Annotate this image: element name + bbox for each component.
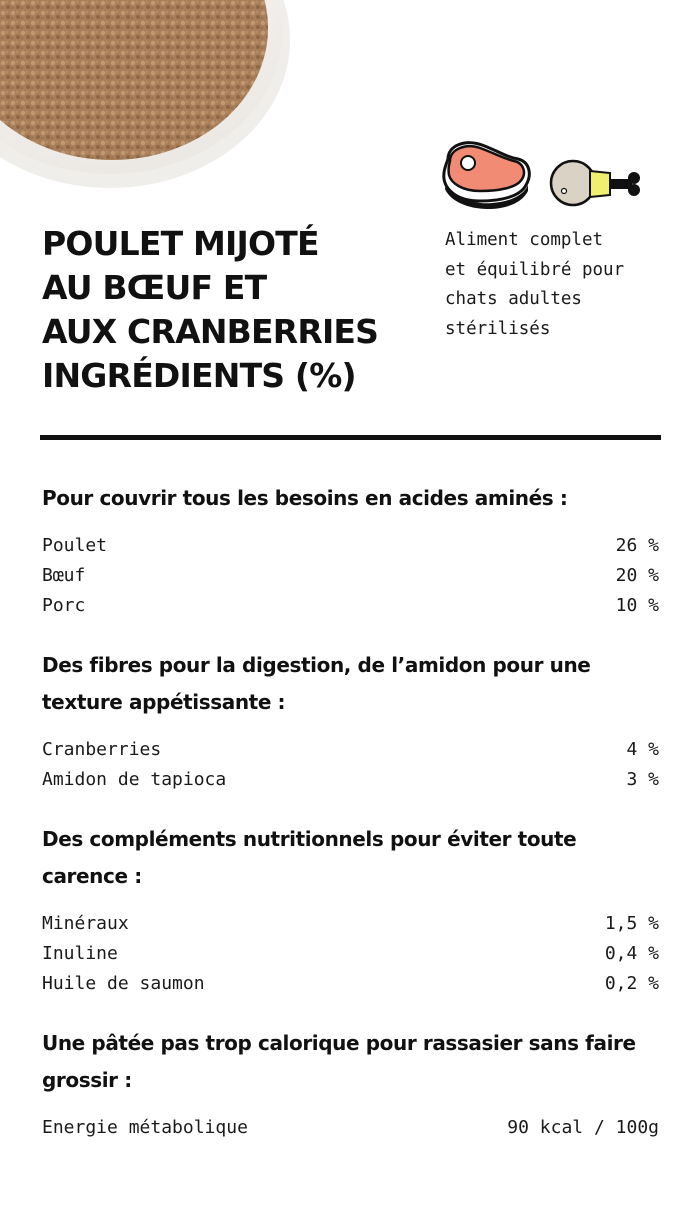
section-amino-acids [42,480,659,621]
title-line: INGRÉDIENTS (%) [42,356,356,395]
food-icons [440,135,650,215]
ingredient-name: Bœuf [42,565,86,586]
ingredient-name: Porc [42,595,86,616]
steak-icon [444,143,529,209]
ingredient-row [42,561,659,591]
product-title [42,222,378,398]
description-line: chats adultes [445,289,582,309]
ingredient-row [42,939,659,969]
drumstick-icon [551,161,640,205]
ingredient-value: 90 kcal / 100g [507,1117,659,1138]
section-fibres [42,647,659,795]
ingredient-row [42,591,659,621]
ingredient-value: 3 % [626,769,659,790]
ingredient-value: 20 % [615,565,659,586]
section-heading: Pour couvrir tous les besoins en acides aminés : [42,486,568,510]
food-bowl-image [0,0,300,190]
ingredient-name: Cranberries [42,739,162,760]
description-line: et équilibré pour [445,259,625,280]
ingredient-row [42,969,659,999]
ingredient-value: 0,2 % [604,973,659,994]
section-supplements [42,821,659,999]
section-heading: Des compléments nutritionnels pour éviter toute carence : [42,827,577,888]
ingredient-name: Huile de saumon [42,973,205,994]
description-line: stérilisés [445,318,551,339]
ingredient-name: Inuline [42,943,118,964]
ingredient-row [42,735,659,765]
section-energy [42,1025,659,1143]
section-heading: Des fibres pour la digestion, de l’amidon pour une texture appétissante : [42,653,591,714]
description-line: Aliment complet [445,230,604,250]
ingredient-row [42,765,659,795]
ingredient-list [42,909,659,999]
title-line: POULET MIJOTÉ [42,224,319,263]
ingredient-value: 26 % [615,535,659,556]
ingredient-value: 10 % [615,595,659,616]
ingredient-list [42,1113,659,1143]
ingredient-name: Amidon de tapioca [42,769,227,790]
ingredient-name: Minéraux [42,913,129,934]
title-line: AU BŒUF ET [42,268,267,307]
ingredient-value: 4 % [626,739,659,760]
ingredient-name: Poulet [42,535,108,556]
ingredient-value: 1,5 % [604,913,659,934]
title-line: AUX CRANBERRIES [42,312,379,351]
ingredient-row [42,531,659,561]
ingredient-list [42,735,659,795]
ingredient-name: Energie métabolique [42,1117,248,1138]
ingredient-value: 0,4 % [604,943,659,964]
ingredient-row [42,909,659,939]
ingredient-row [42,1113,659,1143]
section-heading: Une pâtée pas trop calorique pour rassasier sans faire grossir : [42,1031,636,1092]
divider [40,435,661,440]
product-description [445,226,624,344]
ingredient-list [42,531,659,621]
